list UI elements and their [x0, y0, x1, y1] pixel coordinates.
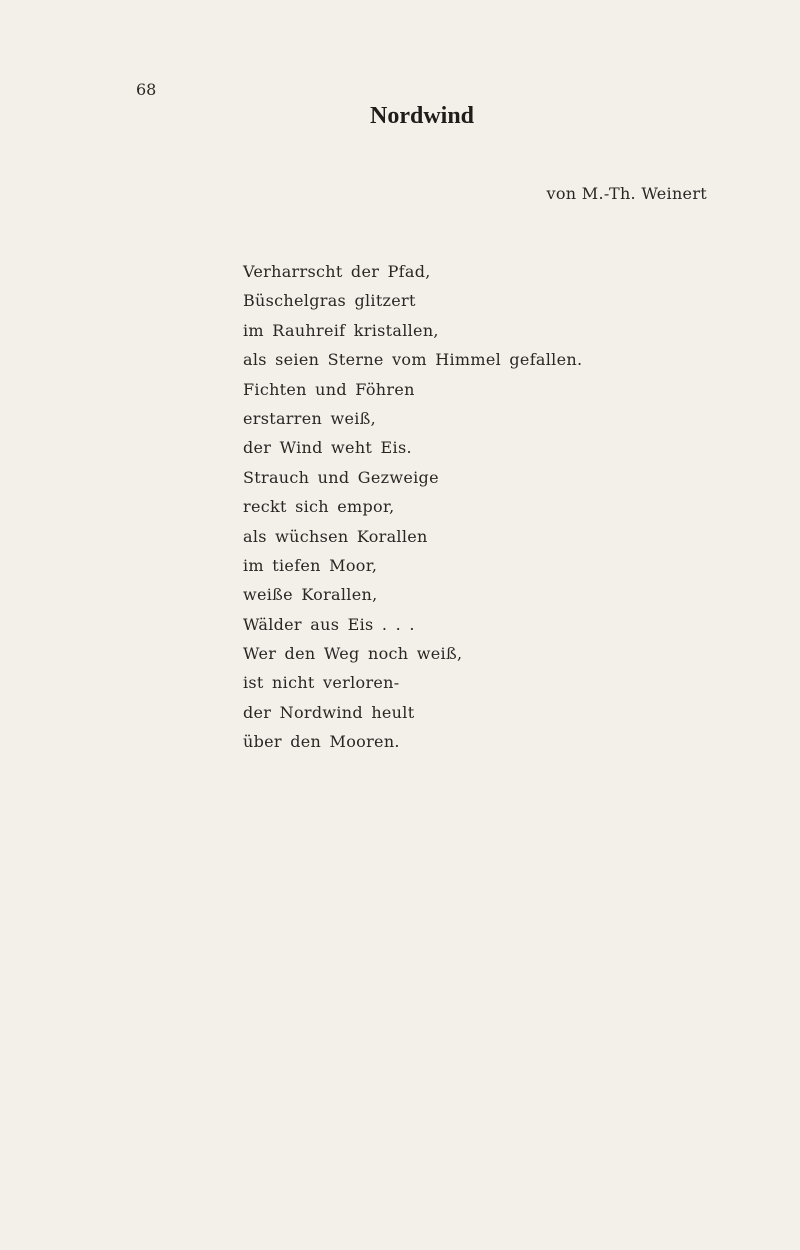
- poem-line: im Rauhreif kristallen,: [243, 320, 439, 340]
- poem-line: der Nordwind heult: [243, 702, 415, 722]
- poem-author: von M.-Th. Weinert: [546, 184, 707, 203]
- poem-line: weiße Korallen,: [243, 585, 378, 605]
- poem-line: der Wind weht Eis.: [243, 438, 412, 458]
- poem-line: erstarren weiß,: [243, 408, 377, 428]
- poem-line: Wälder aus Eis . . .: [243, 614, 415, 634]
- poem-line: Wer den Weg noch weiß,: [243, 644, 463, 664]
- poem-line: über den Mooren.: [243, 732, 400, 752]
- poem-line: Verharrscht der Pfad,: [243, 262, 431, 281]
- poem-line: Strauch und Gezweige: [243, 467, 439, 487]
- poem-line: als wüchsen Korallen: [243, 526, 428, 546]
- poem-line: als seien Sterne vom Himmel gefallen.: [243, 350, 583, 370]
- poem-line: im tiefen Moor,: [243, 555, 378, 575]
- poem-line: ist nicht verloren-: [243, 673, 400, 693]
- poem-line: reckt sich empor,: [243, 497, 395, 517]
- poem-line: Büschelgras glitzert: [243, 291, 416, 311]
- poem-title: Nordwind: [369, 103, 475, 129]
- poem-line: Fichten und Föhren: [243, 379, 415, 399]
- page-number: 68: [136, 80, 157, 99]
- poem-body: [243, 260, 582, 760]
